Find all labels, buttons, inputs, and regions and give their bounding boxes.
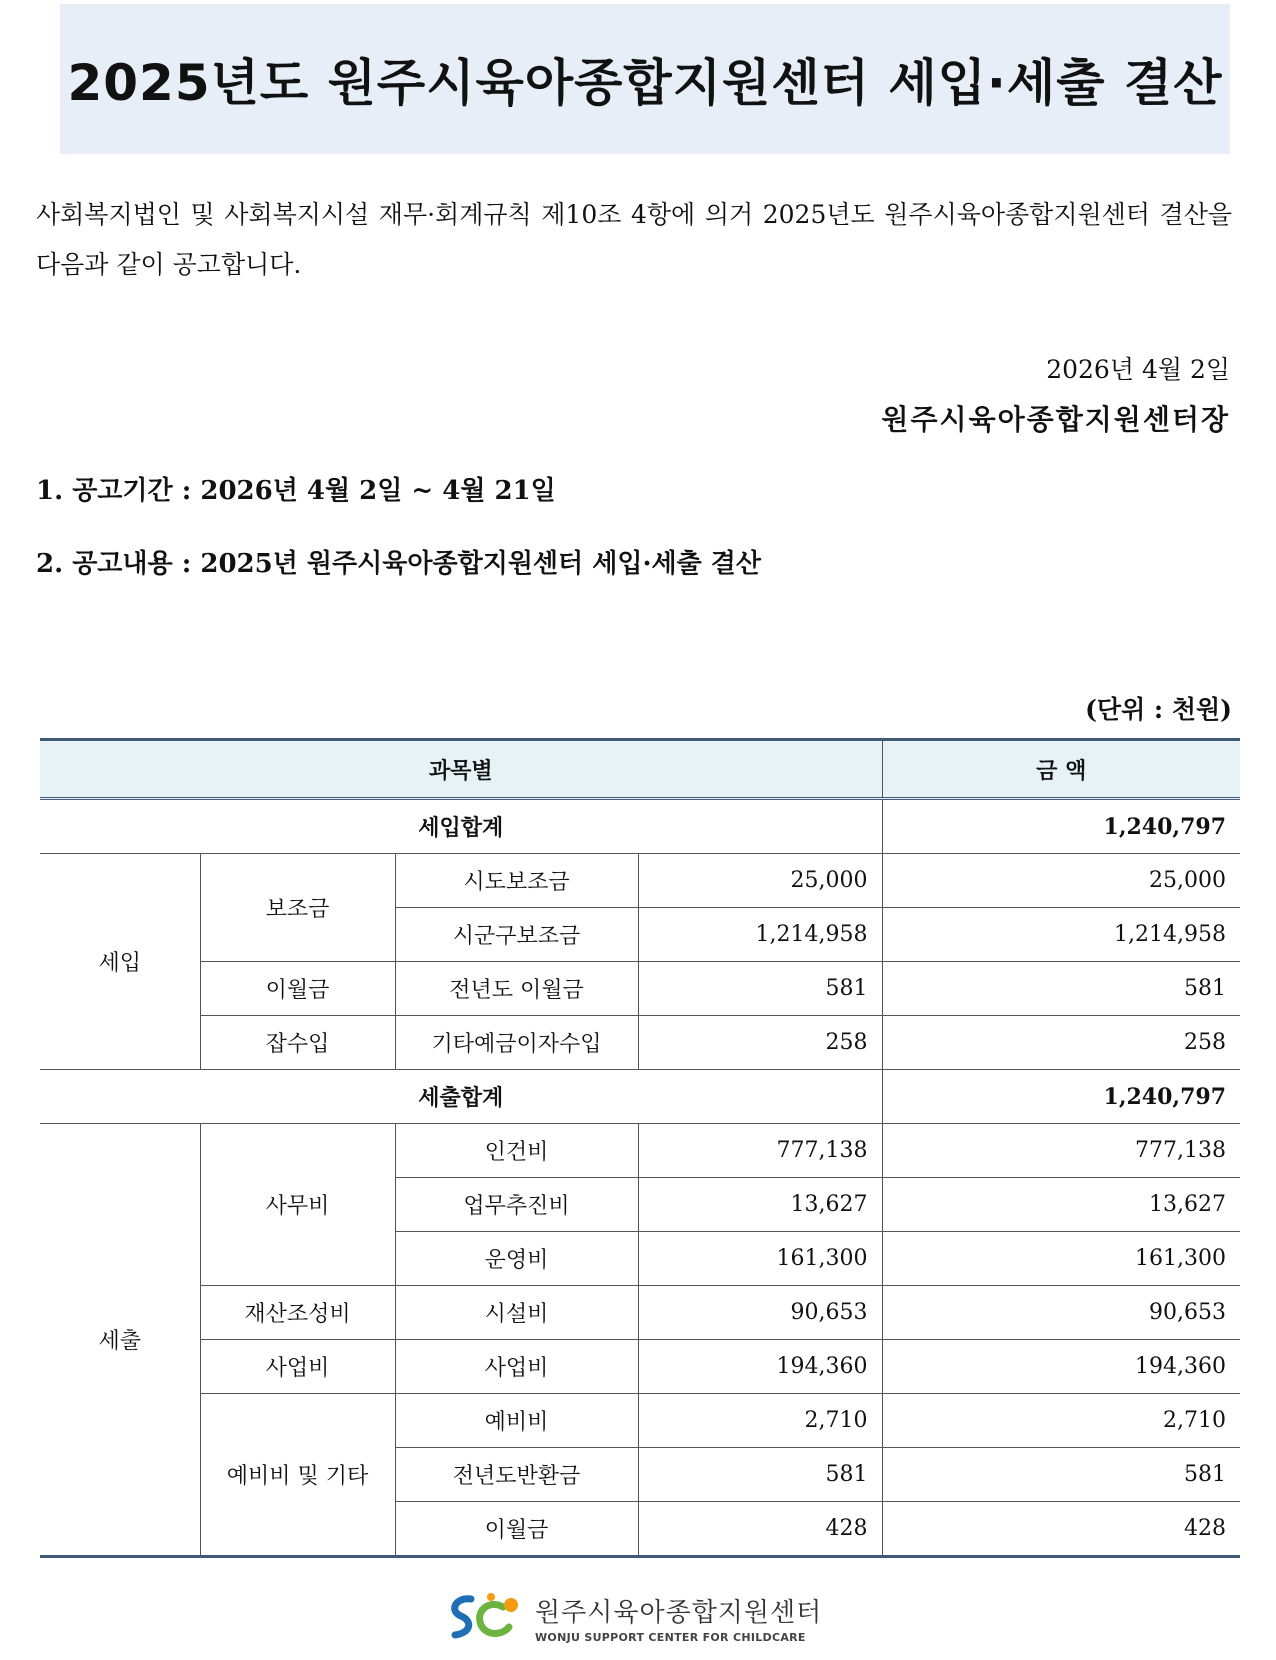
item-label: 전년도반환금 [395, 1448, 638, 1502]
item-amount: 13,627 [882, 1178, 1240, 1232]
expense-section-label: 세출 [40, 1124, 200, 1557]
item-label: 전년도 이월금 [395, 962, 638, 1016]
item-value: 777,138 [638, 1124, 882, 1178]
group-label: 잡수입 [200, 1016, 395, 1070]
item-label: 예비비 [395, 1394, 638, 1448]
revenue-total-label: 세입합계 [40, 799, 882, 854]
item-amount: 258 [882, 1016, 1240, 1070]
item-value: 2,710 [638, 1394, 882, 1448]
item-amount: 428 [882, 1502, 1240, 1557]
title-banner [60, 4, 1230, 154]
footer-logo [445, 1588, 825, 1648]
item-value: 1,214,958 [638, 908, 882, 962]
revenue-section-label: 세입 [40, 854, 200, 1070]
group-label: 사업비 [200, 1340, 395, 1394]
item-value: 161,300 [638, 1232, 882, 1286]
item-label: 업무추진비 [395, 1178, 638, 1232]
item-value: 25,000 [638, 854, 882, 908]
item-value: 581 [638, 962, 882, 1016]
footer-org-name: 원주시육아종합지원센터 [535, 1598, 823, 1628]
item-label: 운영비 [395, 1232, 638, 1286]
item-label: 시도보조금 [395, 854, 638, 908]
item-label: 사업비 [395, 1340, 638, 1394]
item-label: 시설비 [395, 1286, 638, 1340]
table-row [40, 962, 1240, 1016]
unit-label: (단위 : 천원) [1085, 695, 1232, 724]
item-amount: 2,710 [882, 1394, 1240, 1448]
item-amount: 581 [882, 1448, 1240, 1502]
item-value: 194,360 [638, 1340, 882, 1394]
revenue-total-amount: 1,240,797 [882, 799, 1240, 854]
table-row [40, 1286, 1240, 1340]
table-header-row [40, 740, 1240, 799]
item-label: 인건비 [395, 1124, 638, 1178]
expense-total-label: 세출합계 [40, 1070, 882, 1124]
table-row [40, 1394, 1240, 1448]
intro-paragraph: 사회복지법인 및 사회복지시설 재무·회계규칙 제10조 4항에 의거 2025년도 원주시육아종합지원센터 결산을 다음과 같이 공고합니다. [36, 200, 1232, 279]
item-amount: 90,653 [882, 1286, 1240, 1340]
table-row [40, 1016, 1240, 1070]
group-label: 보조금 [200, 854, 395, 962]
header-amount: 금 액 [882, 740, 1240, 799]
notice-date: 2026년 4월 2일 [1046, 355, 1230, 384]
item-amount: 777,138 [882, 1124, 1240, 1178]
item-value: 13,627 [638, 1178, 882, 1232]
item-value: 428 [638, 1502, 882, 1557]
group-label: 이월금 [200, 962, 395, 1016]
notice-period: 1. 공고기간 : 2026년 4월 2일 ~ 4월 21일 [36, 476, 556, 506]
signer-name: 원주시육아종합지원센터장 [881, 403, 1230, 436]
revenue-total-row [40, 799, 1240, 854]
table-row [40, 854, 1240, 908]
group-label: 예비비 및 기타 [200, 1394, 395, 1557]
item-amount: 194,360 [882, 1340, 1240, 1394]
item-label: 이월금 [395, 1502, 638, 1557]
table-row [40, 1340, 1240, 1394]
group-label: 재산조성비 [200, 1286, 395, 1340]
item-value: 90,653 [638, 1286, 882, 1340]
page-title: 2025년도 원주시육아종합지원센터 세입·세출 결산 [67, 54, 1223, 112]
expense-total-row [40, 1070, 1240, 1124]
footer-org-name-en: WONJU SUPPORT CENTER FOR CHILDCARE [535, 1631, 806, 1644]
item-amount: 161,300 [882, 1232, 1240, 1286]
sc-logo-icon [445, 1589, 527, 1647]
item-value: 258 [638, 1016, 882, 1070]
item-amount: 25,000 [882, 854, 1240, 908]
item-label: 시군구보조금 [395, 908, 638, 962]
item-label: 기타예금이자수입 [395, 1016, 638, 1070]
table-row [40, 1124, 1240, 1178]
header-subject: 과목별 [40, 740, 882, 799]
expense-total-amount: 1,240,797 [882, 1070, 1240, 1124]
item-amount: 581 [882, 962, 1240, 1016]
settlement-table [40, 738, 1240, 1558]
item-amount: 1,214,958 [882, 908, 1240, 962]
group-label: 사무비 [200, 1124, 395, 1286]
item-value: 581 [638, 1448, 882, 1502]
notice-content: 2. 공고내용 : 2025년 원주시육아종합지원센터 세입·세출 결산 [36, 549, 762, 579]
